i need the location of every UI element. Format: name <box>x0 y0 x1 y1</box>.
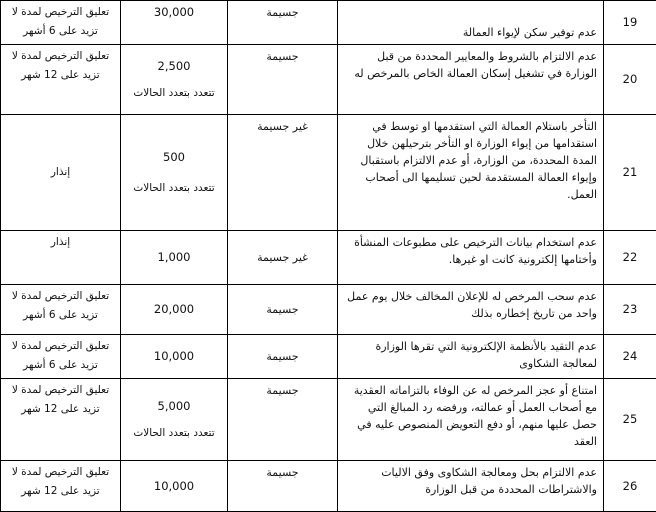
table-row <box>1 45 656 115</box>
penalty-cell <box>1 231 121 285</box>
penalty-line-1: إنذار <box>7 164 114 181</box>
penalty-line-1: تعليق الترخيص لمدة لا <box>7 382 114 399</box>
violation-number: 25 <box>604 379 656 461</box>
penalty-cell <box>1 45 121 115</box>
table-row <box>1 379 656 461</box>
violation-number: 23 <box>604 285 656 335</box>
fine-amount: 5,000 <box>127 398 221 415</box>
penalty-cell <box>1 461 121 512</box>
violation-number: 24 <box>604 335 656 379</box>
fine-amount: 1,000 <box>127 249 221 266</box>
fine-amount: 500 <box>127 149 221 166</box>
violation-description: عدم الالتزام بالشروط والمعايير المحددة من قبل الوزارة في تشغيل إسكان العمالة الخاص بالمرخص له <box>338 45 604 115</box>
penalty-cell <box>1 335 121 379</box>
fine-amount-cell <box>121 115 228 231</box>
penalty-cell <box>1 379 121 461</box>
penalty-line-2: تزيد على 6 أشهر <box>7 307 114 324</box>
violation-description: امتناع أو عجز المرخص له عن الوفاء بالتزاماته العقدية مع أصحاب العمل أو عمالته، ورفضه رد المبالغ التي حصل عليها منهم، أو دفع التعويض المنصوص عليه في العقد <box>338 379 604 461</box>
penalty-cell <box>1 115 121 231</box>
table-row <box>1 335 656 379</box>
fine-amount-cell <box>121 231 228 285</box>
violation-class: جسيمة <box>228 45 338 115</box>
violation-number: 20 <box>604 45 656 115</box>
violation-number: 21 <box>604 115 656 231</box>
penalty-line-2: تزيد على 12 شهر <box>7 483 114 500</box>
table-body <box>1 1 656 512</box>
violation-description: عدم توفير سكن لإيواء العمالة <box>338 1 604 45</box>
penalty-line-1: إنذار <box>7 234 114 251</box>
violation-class: جسيمة <box>228 335 338 379</box>
fine-amount-note: تتعدد بتعدد الحالات <box>127 180 221 197</box>
violation-class: جسيمة <box>228 379 338 461</box>
penalty-cell <box>1 285 121 335</box>
table-row <box>1 231 656 285</box>
fine-amount: 10,000 <box>127 348 221 365</box>
penalty-cell <box>1 1 121 45</box>
penalty-line-2: تزيد على 6 أشهر <box>7 23 114 40</box>
violation-number: 19 <box>604 1 656 45</box>
fine-amount: 10,000 <box>127 478 221 495</box>
table-row <box>1 1 656 45</box>
penalty-line-1: تعليق الترخيص لمدة لا <box>7 288 114 305</box>
violation-description: عدم سحب المرخص له للإعلان المخالف خلال يوم عمل واحد من تاريخ إخطاره بذلك <box>338 285 604 335</box>
fine-amount-note: تتعدد بتعدد الحالات <box>127 425 221 442</box>
fine-amount: 2,500 <box>127 58 221 75</box>
fine-amount: 30,000 <box>127 4 221 21</box>
violation-number: 26 <box>604 461 656 512</box>
violation-description: عدم التقيد بالأنظمة الإلكترونية التي تقرها الوزارة لمعالجة الشكاوى <box>338 335 604 379</box>
penalty-line-1: تعليق الترخيص لمدة لا <box>7 48 114 65</box>
fine-amount-cell <box>121 45 228 115</box>
fine-amount-cell <box>121 335 228 379</box>
violation-number: 22 <box>604 231 656 285</box>
fine-amount-cell <box>121 461 228 512</box>
fine-amount-note: تتعدد بتعدد الحالات <box>127 85 221 102</box>
violation-description: التأخر باستلام العمالة التي استقدمها او توسط في استقدامها من إيواء الوزارة او التأخر بترحيلهن خلال المدة المحددة، من الوزارة، أو عدم الالتزام باستقبال وإيواء العمالة المستقدمة لحين تسليمها الى أصحاب العمل. <box>338 115 604 231</box>
penalty-line-2: تزيد على 12 شهر <box>7 67 114 84</box>
penalty-line-2: تزيد على 6 أشهر <box>7 357 114 374</box>
penalty-line-1: تعليق الترخيص لمدة لا <box>7 4 114 21</box>
fine-amount-cell <box>121 379 228 461</box>
penalty-line-1: تعليق الترخيص لمدة لا <box>7 338 114 355</box>
fine-amount: 20,000 <box>127 301 221 318</box>
violation-class: غير جسيمة <box>228 115 338 231</box>
table-row <box>1 115 656 231</box>
violation-class: جسيمة <box>228 285 338 335</box>
violation-class: جسيمة <box>228 461 338 512</box>
penalty-line-1: تعليق الترخيص لمدة لا <box>7 464 114 481</box>
fine-amount-cell <box>121 285 228 335</box>
violation-description: عدم استخدام بيانات الترخيص على مطبوعات المنشأة وأختامها إلكترونية كانت او غيرها. <box>338 231 604 285</box>
violation-class: جسيمة <box>228 1 338 45</box>
table-row <box>1 461 656 512</box>
violation-class: غير جسيمة <box>228 231 338 285</box>
fine-amount-cell <box>121 1 228 45</box>
violation-description: عدم الالتزام بحل ومعالجة الشكاوى وفق الاليات والاشتراطات المحددة من قبل الوزارة <box>338 461 604 512</box>
table-row <box>1 285 656 335</box>
penalty-line-2: تزيد على 12 شهر <box>7 401 114 418</box>
